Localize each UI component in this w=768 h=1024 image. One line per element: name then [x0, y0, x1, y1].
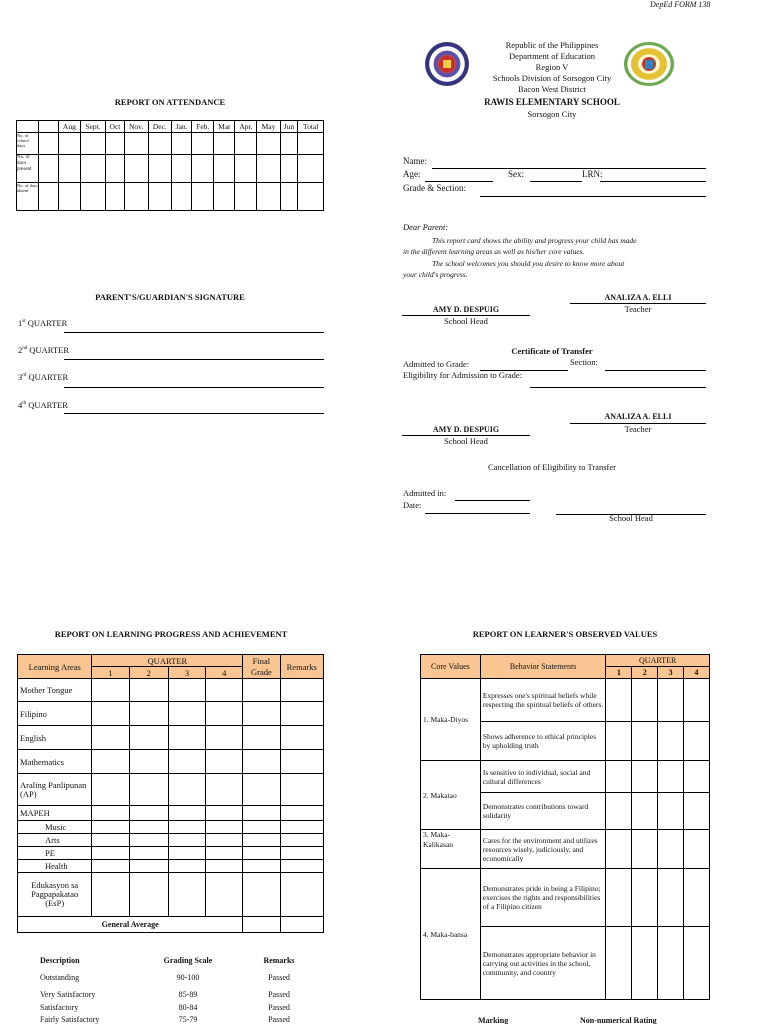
deped-seal-emblem — [425, 42, 469, 86]
row-school-days: No. of school days — [17, 133, 39, 155]
scale-header-grading: Grading Scale — [163, 956, 213, 965]
col-learning-areas: Learning Areas — [18, 655, 92, 679]
lrn-label: LRN: — [582, 169, 603, 179]
scale-range-3: 80-84 — [178, 1003, 198, 1012]
admitted-in-label: Admitted in: — [403, 488, 447, 498]
general-average-label: General Average — [18, 917, 243, 933]
quarter-2-signature-line[interactable] — [64, 359, 324, 360]
scale-desc-4: Fairly Satisfactory — [40, 1015, 100, 1024]
scale-desc-1: Outstanding — [40, 973, 80, 982]
name-label: Name: — [403, 156, 427, 166]
month-feb: Feb. — [192, 121, 214, 133]
subject-araling-panlipunan: Araling Panlipunan (AP) — [18, 774, 92, 806]
scale-range-2: 85-89 — [178, 990, 198, 999]
col-values-q1: 1 — [606, 667, 632, 679]
subject-filipino: Filipino — [18, 702, 92, 726]
statement-5: Cares for the environment and utilizes resources wisely, judiciously, and economically — [480, 830, 606, 869]
header-department: Department of Education — [509, 51, 595, 61]
deped-seal — [425, 42, 469, 86]
header-republic: Republic of the Philippines — [505, 40, 599, 50]
age-label: Age: — [403, 169, 421, 179]
statement-3: Is sensitive to individual, social and cultural differences — [480, 761, 606, 793]
subject-pe: PE — [18, 847, 92, 860]
date-label: Date: — [403, 500, 422, 510]
attendance-title: REPORT ON ATTENDANCE — [114, 97, 226, 107]
statement-4: Demonstrates contributions toward solidarity — [480, 793, 606, 830]
form-code: DepEd FORM 138 — [650, 0, 711, 9]
scale-remark-4: Passed — [268, 1015, 290, 1024]
quarter-4-label: 4th QUARTER — [18, 400, 68, 410]
letter-p1b: in the different learning areas as well as his/her core values. — [403, 247, 585, 256]
subject-mathematics: Mathematics — [18, 750, 92, 774]
core-maka-bansa: 4. Maka-bansa — [421, 869, 481, 1000]
col-behavior-statements: Behavior Statements — [480, 655, 606, 679]
admitted-grade-label: Admitted to Grade: — [403, 359, 470, 369]
col-values-quarter: QUARTER — [606, 655, 710, 667]
grade-section-field[interactable] — [480, 196, 706, 197]
section-field[interactable] — [605, 370, 706, 371]
attendance-blank-col — [39, 121, 59, 133]
month-jan: Jan. — [172, 121, 192, 133]
subject-arts: Arts — [18, 834, 92, 847]
subject-mother-tongue: Mother Tongue — [18, 679, 92, 702]
row-days-absent: No. of days absent — [17, 183, 39, 211]
month-sept: Sept. — [80, 121, 105, 133]
teacher-title: Teacher — [624, 304, 652, 314]
school-head-name-2: AMY D. DESPUIG — [432, 425, 500, 434]
values-title: REPORT ON LEARNER'S OBSERVED VALUES — [472, 629, 658, 639]
grade-section-label: Grade & Section: — [403, 183, 466, 193]
header-region: Region V — [535, 62, 569, 72]
transfer-title: Certificate of Transfer — [511, 346, 593, 356]
month-nov: Nov. — [124, 121, 148, 133]
scale-remark-2: Passed — [268, 990, 290, 999]
eligibility-label: Eligibility for Admission to Grade: — [403, 370, 522, 380]
quarter-2-label: 2nd QUARTER — [18, 345, 70, 355]
scale-remark-1: Passed — [268, 973, 290, 982]
admitted-in-field[interactable] — [455, 500, 530, 501]
quarter-3-label: 3rd QUARTER — [18, 372, 69, 382]
lrn-field[interactable] — [600, 181, 706, 182]
attendance-corner — [17, 121, 39, 133]
non-numerical-header: Non-numerical Rating — [580, 1016, 657, 1024]
subject-english: English — [18, 726, 92, 750]
month-total: Total — [298, 121, 324, 133]
teacher-name-2: ANALIZA A. ELLI — [604, 412, 672, 421]
age-field[interactable] — [425, 181, 493, 182]
letter-p2a: The school welcomes you should you desire to know more about — [432, 259, 625, 268]
core-maka-kalikasan: 3. Maka-Kalikasan — [421, 830, 481, 869]
header-division: Schools Division of Sorsogon City — [492, 73, 612, 83]
core-maka-diyos: 1. Maka-Diyos — [421, 679, 481, 761]
school-head-name: AMY D. DESPUIG — [432, 305, 500, 314]
sex-label: Sex: — [508, 169, 525, 179]
quarter-1-signature-line[interactable] — [64, 332, 324, 333]
teacher-name: ANALIZA A. ELLI — [604, 293, 672, 302]
col-remarks: Remarks — [280, 655, 323, 679]
statement-1: Expresses one's spiritual beliefs while respecting the spiritual beliefs of others. — [480, 679, 606, 722]
letter-p2b: your child's progress. — [403, 270, 468, 279]
quarter-1-label: 1st QUARTER — [18, 318, 68, 328]
month-aug: Aug — [59, 121, 81, 133]
school-header — [470, 40, 634, 95]
scale-range-4: 75-79 — [178, 1015, 198, 1024]
values-table — [420, 654, 710, 1000]
quarter-4-signature-line[interactable] — [64, 413, 324, 414]
statement-6: Demonstrates pride in being a Filipino; exercises the rights and responsibilities of a Filipino citizen — [480, 869, 606, 927]
statement-7: Demonstrates appropriate behavior in carrying out activities in the school, community, and country — [480, 927, 606, 1000]
scale-header-remarks: Remarks — [263, 956, 295, 965]
col-values-q3: 3 — [658, 667, 684, 679]
cancel-title: Cancellation of Eligibility to Transfer — [488, 462, 616, 472]
letter-p1a: This report card shows the ability and progress your child has made — [432, 236, 637, 245]
school-city: Sorsogon City — [527, 109, 577, 119]
col-final-grade: Final Grade — [243, 655, 280, 679]
section-label: Section: — [570, 357, 598, 367]
marking-header: Marking — [478, 1016, 509, 1024]
subject-mapeh: MAPEH — [18, 806, 92, 821]
progress-title: REPORT ON LEARNING PROGRESS AND ACHIEVEMENT — [54, 629, 288, 639]
row-days-present: No. of days present — [17, 155, 39, 183]
col-values-q4: 4 — [684, 667, 710, 679]
month-jun: Jun — [280, 121, 298, 133]
scale-header-description: Description — [40, 956, 80, 965]
scale-range-1: 90-100 — [176, 973, 200, 982]
progress-table — [17, 654, 324, 933]
school-name: RAWIS ELEMENTARY SCHOOL — [484, 97, 620, 107]
scale-remark-3: Passed — [268, 1003, 290, 1012]
letter-salutation: Dear Parent: — [403, 222, 449, 232]
core-makatao: 2. Makatao — [421, 761, 481, 830]
header-district: Bacon West District — [517, 84, 587, 94]
school-head-title: School Head — [444, 316, 488, 326]
school-head-title-2: School Head — [444, 436, 488, 446]
month-oct: Oct — [106, 121, 125, 133]
cancel-school-head-label: School Head — [609, 513, 653, 523]
month-mar: Mar — [214, 121, 235, 133]
col-q4: 4 — [206, 667, 243, 679]
col-values-q2: 2 — [632, 667, 658, 679]
subject-health: Health — [18, 860, 92, 873]
month-may: May — [257, 121, 280, 133]
col-q1: 1 — [92, 667, 129, 679]
scale-desc-2: Very Satisfactory — [40, 990, 96, 999]
col-q2: 2 — [129, 667, 168, 679]
col-core-values: Core Values — [421, 655, 481, 679]
date-field[interactable] — [425, 513, 530, 514]
attendance-table — [16, 120, 324, 211]
eligibility-field[interactable] — [530, 387, 706, 388]
name-field[interactable] — [432, 168, 706, 169]
statement-2: Shows adherence to ethical principles by upholding truth — [480, 722, 606, 761]
col-q3: 3 — [168, 667, 205, 679]
subject-esp: Edukasyon sa Pagpapakatao (EsP) — [18, 873, 92, 917]
month-dec: Dec. — [148, 121, 171, 133]
month-apr: Apr. — [235, 121, 257, 133]
col-quarter: QUARTER — [92, 655, 243, 667]
quarter-3-signature-line[interactable] — [64, 387, 324, 388]
scale-desc-3: Satisfactory — [40, 1003, 79, 1012]
sex-field[interactable] — [530, 181, 582, 182]
signature-title: PARENT'S/GUARDIAN'S SIGNATURE — [95, 292, 245, 302]
teacher-title-2: Teacher — [624, 424, 652, 434]
subject-music: Music — [18, 821, 92, 834]
